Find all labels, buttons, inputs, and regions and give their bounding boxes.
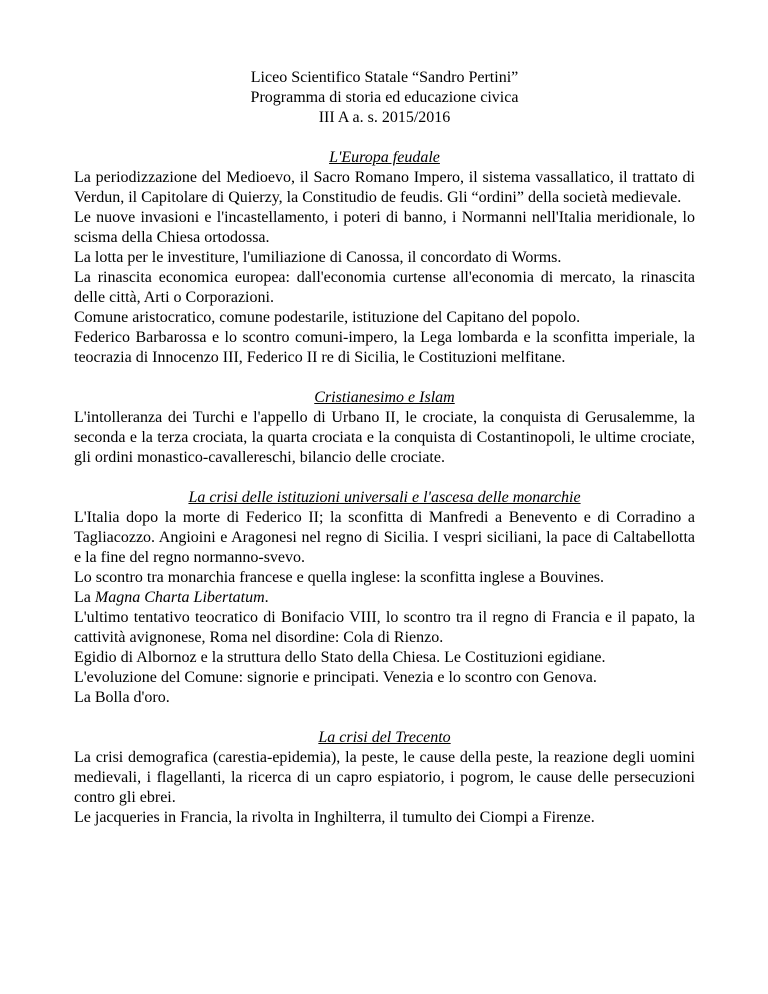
paragraph: Le jacqueries in Francia, la rivolta in Inghilterra, il tumulto dei Ciompi a Firenze. xyxy=(74,809,595,826)
paragraph: Comune aristocratico, comune podestarile, istituzione del Capitano del popolo. xyxy=(74,309,581,326)
class-year: III A a. s. 2015/2016 xyxy=(318,109,451,126)
paragraph: La crisi demografica (carestia-epidemia), la peste, le cause della peste, la reazione degli uomini medievali, i flagellanti, la ricerca di un capro espiatorio, i pogrom, le cause delle persecuzioni contro gli ebrei. xyxy=(74,749,695,806)
paragraph: Le nuove invasioni e l'incastellamento, i poteri di banno, i Normanni nell'Italia meridionale, lo scisma della Chiesa ortodossa. xyxy=(74,209,695,246)
paragraph: Lo scontro tra monarchia francese e quella inglese: la sconfitta inglese a Bouvines. xyxy=(74,569,605,586)
section-title: L'Europa feudale xyxy=(329,149,440,166)
paragraph: La rinascita economica europea: dall'economia curtense all'economia di mercato, la rinascita delle città, Arti o Corporazioni. xyxy=(74,269,695,306)
paragraph: L'Italia dopo la morte di Federico II; la sconfitta di Manfredi a Benevento e di Corradino a Tagliacozzo. Angioini e Aragonesi nel regno di Sicilia. I vespri siciliani, la pace di Caltabellotta e la fine del regno normanno-svevo. xyxy=(74,509,695,566)
paragraph: La periodizzazione del Medioevo, il Sacro Romano Impero, il sistema vassallatico, il trattato di Verdun, il Capitolare di Quierzy, la Constitudio de feudis. Gli “ordini” della società medievale. xyxy=(74,169,695,206)
paragraph: La Bolla d'oro. xyxy=(74,689,170,706)
section-title: Cristianesimo e Islam xyxy=(314,389,455,406)
section-cristianesimo-islam xyxy=(74,388,695,468)
section-title: La crisi delle istituzioni universali e l'ascesa delle monarchie xyxy=(188,489,581,506)
paragraph: La lotta per le investiture, l'umiliazione di Canossa, il concordato di Worms. xyxy=(74,249,562,266)
section-title: La crisi del Trecento xyxy=(318,729,451,746)
section-crisi-istituzioni xyxy=(74,488,695,708)
section-crisi-trecento xyxy=(74,728,695,828)
program-title: Programma di storia ed educazione civica xyxy=(250,89,519,106)
paragraph: Egidio di Albornoz e la struttura dello Stato della Chiesa. Le Costituzioni egidiane. xyxy=(74,649,606,666)
school-name: Liceo Scientifico Statale “Sandro Pertini” xyxy=(250,69,519,86)
italic-title: Magna Charta Libertatum xyxy=(94,589,265,606)
document-header xyxy=(74,68,695,128)
paragraph: Federico Barbarossa e lo scontro comuni-impero, la Lega lombarda e la sconfitta imperiale, la teocrazia di Innocenzo III, Federico II re di Sicilia, le Costituzioni melfitane. xyxy=(74,329,695,366)
paragraph: L'ultimo tentativo teocratico di Bonifacio VIII, lo scontro tra il regno di Francia e il papato, la cattività avignonese, Roma nel disordine: Cola di Rienzo. xyxy=(74,609,695,646)
section-europa-feudale xyxy=(74,148,695,368)
text: . xyxy=(264,589,269,606)
text: La xyxy=(74,589,95,606)
paragraph-magna-charta xyxy=(74,588,695,608)
paragraph: L'evoluzione del Comune: signorie e principati. Venezia e lo scontro con Genova. xyxy=(74,669,597,686)
paragraph: L'intolleranza dei Turchi e l'appello di Urbano II, le crociate, la conquista di Gerusalemme, la seconda e la terza crociata, la quarta crociata e la conquista di Costantinopoli, le ultime crociate, gli ordini monastico-cavallereschi, bilancio delle crociate. xyxy=(74,409,695,466)
